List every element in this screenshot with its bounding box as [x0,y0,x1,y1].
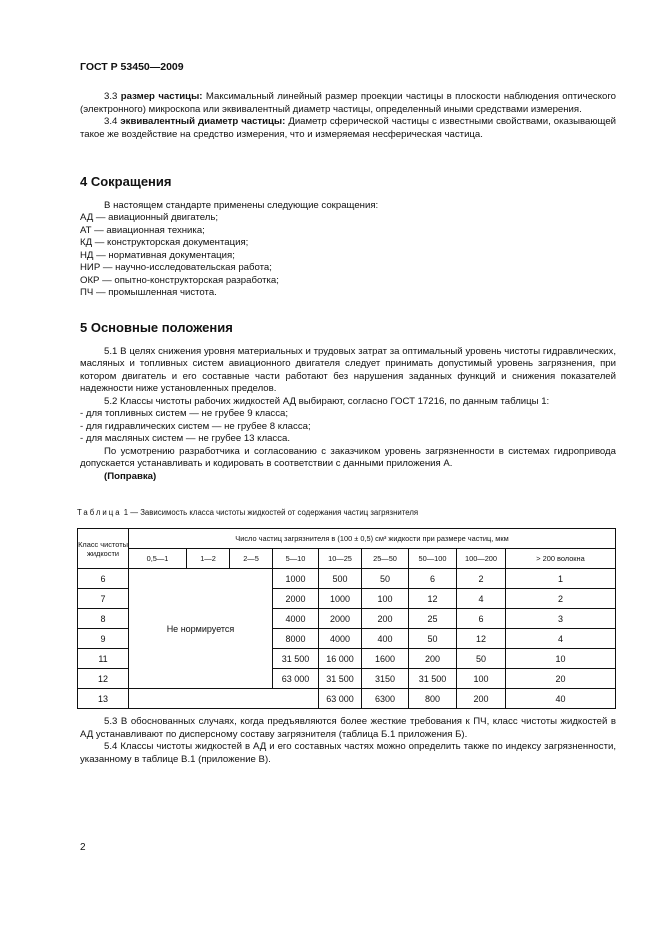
caption-text: 1 — Зависимость класса чистоты жидкостей от содержания частиц загрязнителя [123,508,419,517]
definition-3-4 [80,116,616,141]
def-num: 3.4 [104,116,118,127]
column-header: 0,5—1 [129,549,187,569]
class-cell: 8 [78,609,129,629]
section-heading: 4 Сокращения [80,174,172,189]
class-cell: 12 [78,669,129,689]
value-cell: 63 000 [319,689,362,709]
abbr-item: АД — авиационный двигатель; [80,212,219,223]
column-header: > 200 волокна [506,549,616,569]
def-num: 3.3 [104,91,118,102]
value-cell: 100 [362,589,409,609]
value-cell: 4 [457,589,506,609]
value-cell: 31 500 [273,649,319,669]
value-cell: 800 [409,689,457,709]
column-header: 5—10 [273,549,319,569]
header-class: Класс чистоты жидкости [78,529,129,569]
value-cell: 16 000 [319,649,362,669]
page-number: 2 [80,842,86,853]
value-cell: 50 [362,569,409,589]
value-cell: 6300 [362,689,409,709]
column-header: 2—5 [230,549,273,569]
value-cell: 2 [506,589,616,609]
paragraph-5-4: 5.4 Классы чистоты жидкостей в АД и его составных частях можно определить также по индексу загрязненности, указанному в таблице В.1 (приложение В). [80,741,616,765]
table-caption [77,508,418,517]
value-cell: 2000 [273,589,319,609]
value-cell: 100 [457,669,506,689]
abbr-item: АТ — авиационная техника; [80,224,205,236]
not-normed-cell: Не нормируется [129,569,273,689]
value-cell: 500 [319,569,362,589]
value-cell: 3 [506,609,616,629]
value-cell: 40 [506,689,616,709]
class-cell: 13 [78,689,129,709]
definition-3-3 [80,91,616,116]
value-cell: 4 [506,629,616,649]
column-header: 100—200 [457,549,506,569]
section-heading: 5 Основные положения [80,320,233,335]
column-header: 1—2 [187,549,230,569]
def-term: размер частицы: [120,91,203,102]
value-cell: 200 [457,689,506,709]
cleanliness-table [77,528,616,709]
column-header: 25—50 [362,549,409,569]
value-cell: 1 [506,569,616,589]
value-cell: 1600 [362,649,409,669]
table-row [78,569,616,589]
value-cell: 1000 [319,589,362,609]
list-item: - для топливных систем — не грубее 9 класса; [80,408,289,419]
section-intro: В настоящем стандарте применены следующие сокращения: [104,199,379,211]
value-cell: 2 [457,569,506,589]
paragraph: По усмотрению разработчика и согласованию с заказчиком уровень загрязненности в системах гидропривода допускается устанавливать и кодировать в соответствии с данными приложения А. [80,445,616,469]
paragraph-5-1: 5.1 В целях снижения уровня материальных и трудовых затрат за оптимальный уровень чистоты гидравлических, масляных и топливных систем авиационного двигателя следует принимать допустимый уровень загрязнения, при котором двигатель и его составные части работают без нарушения заданных функций и снижения показателей надежности ниже установленных пределов. [80,345,616,394]
value-cell: 10 [506,649,616,669]
definitions [80,91,616,141]
class-cell: 6 [78,569,129,589]
value-cell: 20 [506,669,616,689]
empty-cell [129,689,319,709]
value-cell: 12 [409,589,457,609]
table-row [78,689,616,709]
value-cell: 31 500 [319,669,362,689]
value-cell: 6 [409,569,457,589]
value-cell: 12 [457,629,506,649]
document-header: ГОСТ Р 53450—2009 [80,61,184,73]
value-cell: 400 [362,629,409,649]
value-cell: 8000 [273,629,319,649]
class-cell: 7 [78,589,129,609]
def-term: эквивалентный диаметр частицы: [120,116,286,127]
value-cell: 31 500 [409,669,457,689]
value-cell: 25 [409,609,457,629]
value-cell: 4000 [273,609,319,629]
paragraph-5-2: 5.2 Классы чистоты рабочих жидкостей АД выбирают, согласно ГОСТ 17216, по данным таблицы 1: [104,395,550,407]
value-cell: 200 [409,649,457,669]
list-item: - для масляных систем — не грубее 13 класса. [80,433,291,444]
list-item: - для гидравлических систем — не грубее 8 класса; [80,420,311,432]
value-cell: 63 000 [273,669,319,689]
value-cell: 3150 [362,669,409,689]
column-header: 50—100 [409,549,457,569]
value-cell: 200 [362,609,409,629]
caption-label: Таблица [77,508,122,517]
value-cell: 1000 [273,569,319,589]
value-cell: 4000 [319,629,362,649]
abbr-item: НД — нормативная документация; [80,249,235,261]
def-text: Диаметр сферической частицы с известными свойствами, оказывающей такое же воздействие на средство измерения, что и измеряемая несферическая частица. [80,116,617,140]
abbr-item: НИР — научно-исследовательская работа; [80,262,272,273]
value-cell: 50 [457,649,506,669]
column-header: 10—25 [319,549,362,569]
value-cell: 2000 [319,609,362,629]
amendment-note: (Поправка) [104,470,157,482]
section-5 [80,322,616,483]
class-cell: 11 [78,649,129,669]
after-table [80,716,616,766]
abbr-item: ОКР — опытно-конструкторская разработка; [80,274,279,286]
class-cell: 9 [78,629,129,649]
section-4 [80,176,616,300]
value-cell: 50 [409,629,457,649]
def-text: Максимальный линейный размер проекции частицы в плоскости наблюдения оптического (электронного) микроскопа или эквивалентный диаметр частицы, определенный иными средствами измерения. [80,91,616,115]
abbr-item: ПЧ — промышленная чистота. [80,287,217,298]
abbr-item: КД — конструкторская документация; [80,237,249,248]
paragraph-5-3: 5.3 В обоснованных случаях, когда предъявляются более жесткие требования к ПЧ, класс чистоты жидкостей в АД устанавливают по дисперсному составу загрязнителя (таблица Б.1 приложения Б). [80,716,616,740]
header-group: Число частиц загрязнителя в (100 ± 0,5) см³ жидкости при размере частиц, мкм [129,529,616,549]
value-cell: 6 [457,609,506,629]
